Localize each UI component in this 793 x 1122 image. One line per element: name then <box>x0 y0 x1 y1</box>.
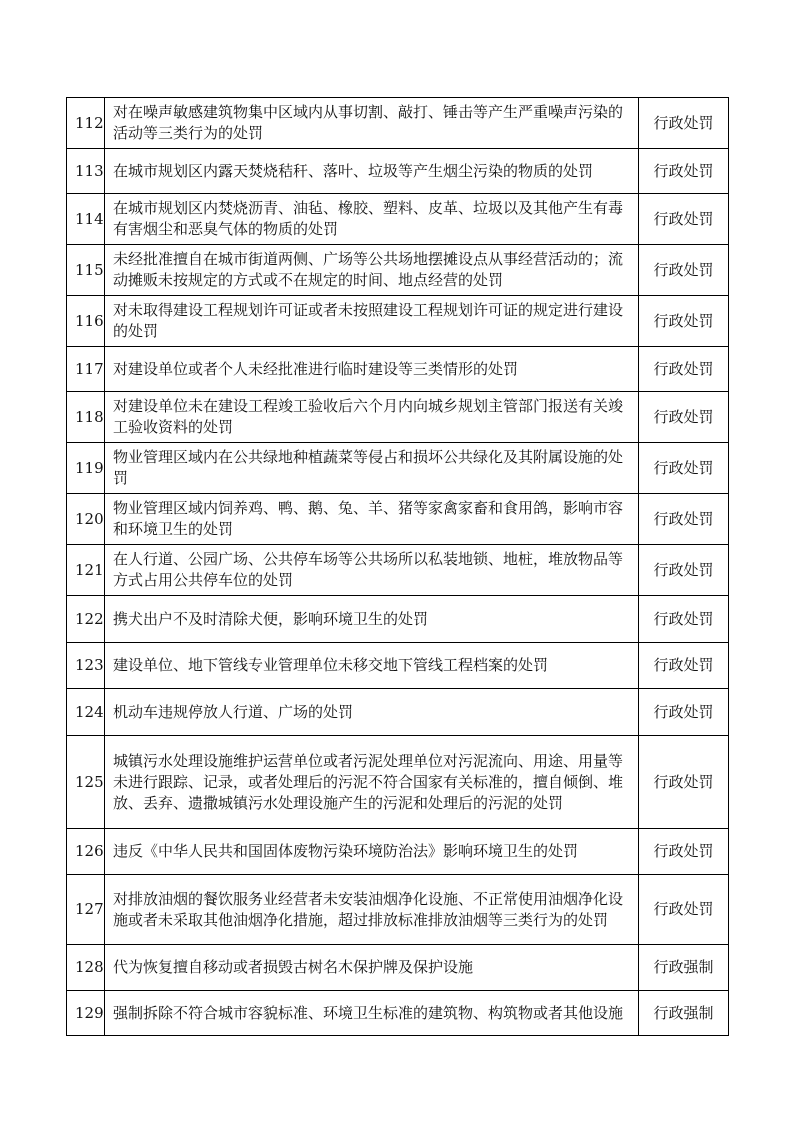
item-category: 行政处罚 <box>639 296 729 347</box>
item-category: 行政强制 <box>639 991 729 1036</box>
item-category: 行政处罚 <box>639 245 729 296</box>
table-row <box>67 875 729 945</box>
item-description: 在城市规划区内露天焚烧秸秆、落叶、垃圾等产生烟尘污染的物质的处罚 <box>105 149 639 194</box>
item-category: 行政处罚 <box>639 194 729 245</box>
row-number: 114 <box>67 194 105 245</box>
row-number: 128 <box>67 945 105 991</box>
row-number: 119 <box>67 443 105 494</box>
item-description: 在人行道、公园广场、公共停车场等公共场所以私装地锁、地桩，堆放物品等方式占用公共停车位的处罚 <box>105 545 639 596</box>
item-description: 未经批准擅自在城市街道两侧、广场等公共场地摆摊设点从事经营活动的；流动摊贩未按规定的方式或不在规定的时间、地点经营的处罚 <box>105 245 639 296</box>
item-description: 违反《中华人民共和国固体废物污染环境防治法》影响环境卫生的处罚 <box>105 829 639 875</box>
item-description: 对未取得建设工程规划许可证或者未按照建设工程规划许可证的规定进行建设的处罚 <box>105 296 639 347</box>
item-category: 行政处罚 <box>639 98 729 149</box>
enforcement-items-table <box>66 97 729 1036</box>
table-row <box>67 643 729 689</box>
item-description: 对建设单位未在建设工程竣工验收后六个月内向城乡规划主管部门报送有关竣工验收资料的处罚 <box>105 392 639 443</box>
item-description: 对排放油烟的餐饮服务业经营者未安装油烟净化设施、不正常使用油烟净化设施或者未采取其他油烟净化措施，超过排放标准排放油烟等三类行为的处罚 <box>105 875 639 945</box>
item-category: 行政处罚 <box>639 347 729 392</box>
item-description: 携犬出户不及时清除犬便，影响环境卫生的处罚 <box>105 596 639 643</box>
item-category: 行政处罚 <box>639 829 729 875</box>
table-row <box>67 194 729 245</box>
item-category: 行政处罚 <box>639 392 729 443</box>
table-row <box>67 596 729 643</box>
item-description: 对建设单位或者个人未经批准进行临时建设等三类情形的处罚 <box>105 347 639 392</box>
table-row <box>67 991 729 1036</box>
table-row <box>67 494 729 545</box>
item-category: 行政处罚 <box>639 596 729 643</box>
row-number: 120 <box>67 494 105 545</box>
table-row <box>67 98 729 149</box>
row-number: 113 <box>67 149 105 194</box>
item-description: 建设单位、地下管线专业管理单位未移交地下管线工程档案的处罚 <box>105 643 639 689</box>
item-category: 行政处罚 <box>639 689 729 736</box>
item-description: 代为恢复擅自移动或者损毁古树名木保护牌及保护设施 <box>105 945 639 991</box>
item-description: 物业管理区域内在公共绿地种植蔬菜等侵占和损坏公共绿化及其附属设施的处罚 <box>105 443 639 494</box>
item-description: 强制拆除不符合城市容貌标准、环境卫生标准的建筑物、构筑物或者其他设施 <box>105 991 639 1036</box>
item-category: 行政处罚 <box>639 149 729 194</box>
row-number: 118 <box>67 392 105 443</box>
row-number: 122 <box>67 596 105 643</box>
table-row <box>67 945 729 991</box>
table-body <box>67 98 729 1036</box>
item-description: 城镇污水处理设施维护运营单位或者污泥处理单位对污泥流向、用途、用量等未进行跟踪、记录，或者处理后的污泥不符合国家有关标准的，擅自倾倒、堆放、丢弃、遗撒城镇污水处理设施产生的污泥和处理后的污泥的处罚 <box>105 736 639 829</box>
row-number: 112 <box>67 98 105 149</box>
item-category: 行政处罚 <box>639 494 729 545</box>
item-category: 行政强制 <box>639 945 729 991</box>
item-category: 行政处罚 <box>639 875 729 945</box>
item-description: 对在噪声敏感建筑物集中区域内从事切割、敲打、锤击等产生严重噪声污染的活动等三类行为的处罚 <box>105 98 639 149</box>
row-number: 116 <box>67 296 105 347</box>
table-row <box>67 736 729 829</box>
table-row <box>67 347 729 392</box>
table-row <box>67 545 729 596</box>
item-category: 行政处罚 <box>639 443 729 494</box>
row-number: 115 <box>67 245 105 296</box>
table-row <box>67 829 729 875</box>
row-number: 117 <box>67 347 105 392</box>
row-number: 123 <box>67 643 105 689</box>
row-number: 126 <box>67 829 105 875</box>
item-description: 机动车违规停放人行道、广场的处罚 <box>105 689 639 736</box>
item-description: 在城市规划区内焚烧沥青、油毡、橡胶、塑料、皮革、垃圾以及其他产生有毒有害烟尘和恶臭气体的物质的处罚 <box>105 194 639 245</box>
item-category: 行政处罚 <box>639 643 729 689</box>
table-row <box>67 296 729 347</box>
table-row <box>67 245 729 296</box>
row-number: 124 <box>67 689 105 736</box>
table-row <box>67 149 729 194</box>
table-row <box>67 392 729 443</box>
item-category: 行政处罚 <box>639 545 729 596</box>
row-number: 129 <box>67 991 105 1036</box>
row-number: 121 <box>67 545 105 596</box>
item-category: 行政处罚 <box>639 736 729 829</box>
row-number: 127 <box>67 875 105 945</box>
row-number: 125 <box>67 736 105 829</box>
item-description: 物业管理区域内饲养鸡、鸭、鹅、兔、羊、猪等家禽家畜和食用鸽，影响市容和环境卫生的处罚 <box>105 494 639 545</box>
table-row <box>67 689 729 736</box>
table-row <box>67 443 729 494</box>
